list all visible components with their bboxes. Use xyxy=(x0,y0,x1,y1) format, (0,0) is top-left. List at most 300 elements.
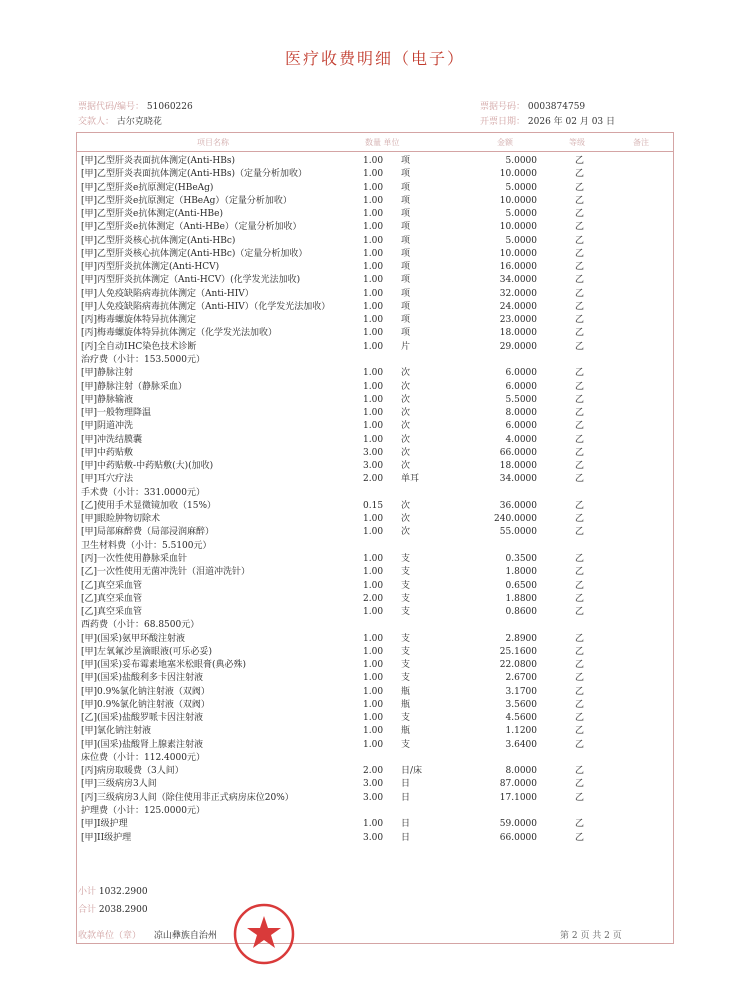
item-grade: 乙 xyxy=(575,660,585,671)
table-row xyxy=(77,699,673,712)
item-quantity: 1.00 xyxy=(363,527,384,538)
item-quantity: 0.15 xyxy=(363,500,384,511)
table-row xyxy=(77,301,673,314)
item-quantity: 1.00 xyxy=(363,633,384,644)
item-quantity: 1.00 xyxy=(363,660,384,671)
item-unit: 次 xyxy=(401,434,411,445)
item-unit: 支 xyxy=(401,646,411,657)
item-name: [甲]丙型肝炎抗体测定（Anti-HCV）(化学发光法加收) xyxy=(81,275,301,286)
table-row xyxy=(77,447,673,460)
item-name: [甲]眼睑肿物切除术 xyxy=(81,514,161,525)
bill-code-value: 51060226 xyxy=(146,102,193,112)
item-quantity: 1.00 xyxy=(363,195,384,206)
item-unit: 项 xyxy=(401,315,411,326)
item-unit: 片 xyxy=(401,341,411,352)
item-quantity: 1.00 xyxy=(363,169,384,180)
item-unit: 次 xyxy=(401,461,411,472)
item-unit: 瓶 xyxy=(401,686,411,697)
table-row xyxy=(77,261,673,274)
item-name: [甲]乙型肝炎表面抗体测定(Anti-HBs)（定量分析加收） xyxy=(81,169,307,180)
table-row xyxy=(77,195,673,208)
table-body xyxy=(77,155,673,845)
item-price: 3.6400 xyxy=(505,739,537,750)
table-row xyxy=(77,500,673,513)
item-name: [乙]真空采血管 xyxy=(81,607,143,618)
item-unit: 项 xyxy=(401,209,411,220)
item-grade: 乙 xyxy=(575,792,585,803)
bill-number xyxy=(480,99,585,112)
table-row xyxy=(77,155,673,168)
item-name: [甲](国采)盐酸利多卡因注射液 xyxy=(81,673,204,684)
item-unit: 项 xyxy=(401,235,411,246)
item-name: [甲]冲洗结膜囊 xyxy=(81,434,143,445)
table-row xyxy=(77,712,673,725)
item-unit: 次 xyxy=(401,381,411,392)
item-quantity: 3.00 xyxy=(363,461,384,472)
item-unit: 支 xyxy=(401,593,411,604)
item-grade: 乙 xyxy=(575,580,585,591)
item-name: [甲]乙型肝炎e抗原测定（HBeAg）（定量分析加收） xyxy=(81,195,292,206)
item-name: [甲]人免疫缺陷病毒抗体测定（Anti-HIV）（化学发光法加收） xyxy=(81,301,331,312)
item-unit: 次 xyxy=(401,514,411,525)
item-grade: 乙 xyxy=(575,646,585,657)
payer-value: 古尔克晓花 xyxy=(116,117,162,127)
item-price: 32.0000 xyxy=(499,288,537,299)
item-quantity: 1.00 xyxy=(363,368,384,379)
table-row xyxy=(77,553,673,566)
table-row xyxy=(77,778,673,791)
subtotal-line xyxy=(78,884,148,897)
subtotal-label: 小计 xyxy=(78,887,97,897)
col-note-header: 备注 xyxy=(633,138,649,147)
item-grade: 乙 xyxy=(575,222,585,233)
table-row xyxy=(77,580,673,593)
item-grade: 乙 xyxy=(575,779,585,790)
item-grade: 乙 xyxy=(575,209,585,220)
item-unit: 日 xyxy=(401,832,411,843)
payer xyxy=(78,114,162,127)
item-price: 10.0000 xyxy=(499,222,537,233)
item-unit: 支 xyxy=(401,673,411,684)
item-quantity: 1.00 xyxy=(363,646,384,657)
issue-date-label: 开票日期： xyxy=(480,117,526,127)
item-grade: 乙 xyxy=(575,275,585,286)
item-name: [甲]氯化钠注射液 xyxy=(81,726,152,737)
item-name: [甲]乙型肝炎e抗体测定（Anti-HBe）（定量分析加收） xyxy=(81,222,302,233)
col-grade-header: 等级 xyxy=(569,138,585,147)
item-name: [甲](国采)盐酸肾上腺素注射液 xyxy=(81,739,204,750)
item-price: 6.0000 xyxy=(505,421,537,432)
table-header xyxy=(77,133,673,152)
table-row xyxy=(77,513,673,526)
item-name: [乙]使用手术显微镜加收（15%） xyxy=(81,500,217,511)
item-price: 2.6700 xyxy=(505,673,537,684)
item-name: [甲]三级病房3人间 xyxy=(81,779,157,790)
item-unit: 单耳 xyxy=(401,474,420,485)
item-name: [甲]耳穴疗法 xyxy=(81,474,134,485)
item-price: 1.1200 xyxy=(505,726,537,737)
category-subtotal-text: 手术费（小计：331.0000元） xyxy=(81,487,205,498)
item-unit: 支 xyxy=(401,553,411,564)
item-unit: 支 xyxy=(401,567,411,578)
item-price: 5.5000 xyxy=(505,394,537,405)
item-grade: 乙 xyxy=(575,699,585,710)
item-quantity: 1.00 xyxy=(363,739,384,750)
payer-label: 交款人： xyxy=(78,117,115,127)
item-grade: 乙 xyxy=(575,567,585,578)
item-price: 17.1000 xyxy=(499,792,537,803)
item-name: [丙]全自动IHC染色技术诊断 xyxy=(81,341,197,352)
item-price: 4.5600 xyxy=(505,713,537,724)
item-unit: 项 xyxy=(401,288,411,299)
bill-number-value: 0003874759 xyxy=(527,102,586,112)
item-price: 3.1700 xyxy=(505,686,537,697)
item-price: 25.1600 xyxy=(499,646,537,657)
item-unit: 支 xyxy=(401,739,411,750)
hospital-seal-icon xyxy=(232,902,296,966)
col-price-header: 金额 xyxy=(497,138,513,147)
item-grade: 乙 xyxy=(575,315,585,326)
item-grade: 乙 xyxy=(575,607,585,618)
item-price: 0.6500 xyxy=(505,580,537,591)
item-name: [丙]梅毒螺旋体特异抗体测定 xyxy=(81,315,197,326)
item-price: 66.0000 xyxy=(499,447,537,458)
item-grade: 乙 xyxy=(575,381,585,392)
item-unit: 项 xyxy=(401,222,411,233)
table-row xyxy=(77,659,673,672)
bill-code-label: 票据代码/编号： xyxy=(78,102,145,112)
item-price: 87.0000 xyxy=(499,779,537,790)
item-quantity: 1.00 xyxy=(363,567,384,578)
table-row xyxy=(77,274,673,287)
item-grade: 乙 xyxy=(575,262,585,273)
table-row xyxy=(77,686,673,699)
item-quantity: 1.00 xyxy=(363,341,384,352)
item-grade: 乙 xyxy=(575,766,585,777)
item-grade: 乙 xyxy=(575,394,585,405)
item-name: [甲]静脉注射 xyxy=(81,368,134,379)
item-price: 6.0000 xyxy=(505,368,537,379)
item-quantity: 1.00 xyxy=(363,275,384,286)
item-price: 29.0000 xyxy=(499,341,537,352)
item-name: [甲]静脉注射（静脉采血） xyxy=(81,381,188,392)
item-grade: 乙 xyxy=(575,235,585,246)
table-row xyxy=(77,327,673,340)
table-row xyxy=(77,168,673,181)
col-qty-header: 数量 单位 xyxy=(365,138,400,147)
table-row xyxy=(77,182,673,195)
table-row xyxy=(77,235,673,248)
item-grade: 乙 xyxy=(575,301,585,312)
category-subtotal-row xyxy=(77,752,673,765)
item-quantity: 1.00 xyxy=(363,381,384,392)
category-subtotal-row xyxy=(77,487,673,500)
table-row xyxy=(77,460,673,473)
total-value: 2038.2900 xyxy=(98,905,148,915)
item-quantity: 1.00 xyxy=(363,553,384,564)
item-price: 36.0000 xyxy=(499,500,537,511)
total-line xyxy=(78,902,148,915)
item-price: 10.0000 xyxy=(499,169,537,180)
issue-date xyxy=(480,114,615,127)
bill-number-label: 票据号码： xyxy=(480,102,526,112)
item-quantity: 3.00 xyxy=(363,779,384,790)
item-unit: 项 xyxy=(401,182,411,193)
item-quantity: 1.00 xyxy=(363,209,384,220)
item-name: [丙]三级病房3人间（除住使用非正式病房床位20%） xyxy=(81,792,294,803)
item-name: [丙]一次性使用静脉采血针 xyxy=(81,553,188,564)
item-grade: 乙 xyxy=(575,514,585,525)
item-quantity: 2.00 xyxy=(363,593,384,604)
table-row xyxy=(77,314,673,327)
category-subtotal-row xyxy=(77,354,673,367)
item-name: [甲]一般物理降温 xyxy=(81,408,152,419)
item-grade: 乙 xyxy=(575,832,585,843)
item-price: 16.0000 xyxy=(499,262,537,273)
item-name: [甲]0.9%氯化钠注射液（双阀） xyxy=(81,699,210,710)
item-price: 8.0000 xyxy=(505,766,537,777)
item-name: [甲]丙型肝炎抗体测定(Anti-HCV) xyxy=(81,262,220,273)
item-grade: 乙 xyxy=(575,421,585,432)
item-price: 5.0000 xyxy=(505,156,537,166)
table-row xyxy=(77,367,673,380)
item-name: [丙]病房取暖费（3人间） xyxy=(81,766,184,777)
item-grade: 乙 xyxy=(575,726,585,737)
item-unit: 次 xyxy=(401,394,411,405)
item-quantity: 1.00 xyxy=(363,673,384,684)
table-row xyxy=(77,208,673,221)
table-row xyxy=(77,221,673,234)
item-grade: 乙 xyxy=(575,739,585,750)
item-unit: 日 xyxy=(401,819,411,830)
item-name: [甲](国采)氨甲环酸注射液 xyxy=(81,633,186,644)
item-quantity: 3.00 xyxy=(363,792,384,803)
table-row xyxy=(77,765,673,778)
item-unit: 日 xyxy=(401,792,411,803)
document-title: 医疗收费明细（电子） xyxy=(284,49,465,68)
item-unit: 次 xyxy=(401,447,411,458)
page-indicator: 第 2 页 共 2 页 xyxy=(560,931,622,941)
item-name: [甲]静脉输液 xyxy=(81,394,134,405)
table-row xyxy=(77,593,673,606)
item-quantity: 2.00 xyxy=(363,474,384,485)
subtotal-value: 1032.2900 xyxy=(98,887,148,897)
item-name: [甲]阴道冲洗 xyxy=(81,421,134,432)
item-unit: 日 xyxy=(401,779,411,790)
table-row xyxy=(77,566,673,579)
item-price: 23.0000 xyxy=(499,315,537,326)
table-row xyxy=(77,818,673,831)
item-name: [甲]乙型肝炎核心抗体测定(Anti-HBc) xyxy=(81,235,236,246)
item-price: 3.5600 xyxy=(505,699,537,710)
item-name: [甲]II级护理 xyxy=(81,832,132,843)
item-price: 4.0000 xyxy=(505,434,537,445)
table-row xyxy=(77,248,673,261)
item-grade: 乙 xyxy=(575,447,585,458)
table-row xyxy=(77,792,673,805)
total-label: 合计 xyxy=(78,905,97,915)
item-unit: 项 xyxy=(401,195,411,206)
table-row xyxy=(77,420,673,433)
item-price: 5.0000 xyxy=(505,235,537,246)
item-price: 240.0000 xyxy=(494,514,537,525)
table-row xyxy=(77,407,673,420)
item-quantity: 1.00 xyxy=(363,394,384,405)
item-grade: 乙 xyxy=(575,500,585,511)
item-unit: 次 xyxy=(401,368,411,379)
item-grade: 乙 xyxy=(575,713,585,724)
item-price: 34.0000 xyxy=(499,474,537,485)
item-price: 0.3500 xyxy=(505,553,537,564)
item-unit: 支 xyxy=(401,713,411,724)
item-unit: 项 xyxy=(401,328,411,339)
item-name: [甲]中药贴敷 xyxy=(81,447,134,458)
table-row xyxy=(77,394,673,407)
item-unit: 项 xyxy=(401,275,411,286)
item-quantity: 1.00 xyxy=(363,235,384,246)
item-price: 0.8600 xyxy=(505,607,537,618)
category-subtotal-row xyxy=(77,540,673,553)
item-price: 6.0000 xyxy=(505,381,537,392)
item-grade: 乙 xyxy=(575,633,585,644)
item-quantity: 1.00 xyxy=(363,222,384,233)
detail-table xyxy=(76,132,674,944)
item-unit: 次 xyxy=(401,421,411,432)
issue-date-value: 2026 年 02 月 03 日 xyxy=(527,117,616,127)
table-row xyxy=(77,739,673,752)
item-unit: 项 xyxy=(401,248,411,259)
table-row xyxy=(77,473,673,486)
item-unit: 支 xyxy=(401,633,411,644)
col-name-header: 项目名称 xyxy=(197,138,229,147)
item-quantity: 1.00 xyxy=(363,288,384,299)
item-quantity: 1.00 xyxy=(363,686,384,697)
item-price: 5.0000 xyxy=(505,182,537,193)
category-subtotal-text: 卫生材料费（小计：5.5100元） xyxy=(81,540,212,551)
table-row xyxy=(77,434,673,447)
item-grade: 乙 xyxy=(575,434,585,445)
table-row xyxy=(77,725,673,738)
item-name: [甲]乙型肝炎e抗体测定(Anti-HBe) xyxy=(81,209,223,220)
item-quantity: 1.00 xyxy=(363,699,384,710)
item-price: 22.0800 xyxy=(499,660,537,671)
item-quantity: 1.00 xyxy=(363,315,384,326)
item-quantity: 1.00 xyxy=(363,248,384,259)
payee-label: 收款单位（章） xyxy=(78,931,142,941)
item-price: 10.0000 xyxy=(499,248,537,259)
table-row xyxy=(77,832,673,845)
item-price: 18.0000 xyxy=(499,328,537,339)
item-name: [甲]I级护理 xyxy=(81,819,128,830)
item-name: [甲]左氧氟沙星滴眼液(可乐必妥) xyxy=(81,646,213,657)
item-grade: 乙 xyxy=(575,288,585,299)
table-row xyxy=(77,341,673,354)
item-quantity: 1.00 xyxy=(363,580,384,591)
item-quantity: 1.00 xyxy=(363,713,384,724)
item-price: 2.8900 xyxy=(505,633,537,644)
item-unit: 瓶 xyxy=(401,699,411,710)
item-price: 8.0000 xyxy=(505,408,537,419)
table-row xyxy=(77,672,673,685)
item-unit: 项 xyxy=(401,169,411,180)
table-row xyxy=(77,646,673,659)
item-quantity: 1.00 xyxy=(363,328,384,339)
item-unit: 日/床 xyxy=(401,766,423,777)
table-row xyxy=(77,526,673,539)
item-unit: 项 xyxy=(401,156,411,166)
item-unit: 次 xyxy=(401,408,411,419)
item-grade: 乙 xyxy=(575,686,585,697)
item-price: 18.0000 xyxy=(499,461,537,472)
item-quantity: 1.00 xyxy=(363,262,384,273)
item-grade: 乙 xyxy=(575,527,585,538)
category-subtotal-text: 西药费（小计：68.8500元） xyxy=(81,620,200,631)
item-name: [甲]局部麻醉费（局部浸润麻醉） xyxy=(81,527,215,538)
category-subtotal-row xyxy=(77,805,673,818)
item-name: [乙]真空采血管 xyxy=(81,580,143,591)
item-price: 1.8800 xyxy=(505,593,537,604)
item-name: [甲]0.9%氯化钠注射液（双阀） xyxy=(81,686,210,697)
item-price: 24.0000 xyxy=(499,301,537,312)
category-subtotal-text: 护理费（小计：125.0000元） xyxy=(81,806,205,817)
item-price: 55.0000 xyxy=(499,527,537,538)
item-grade: 乙 xyxy=(575,461,585,472)
item-unit: 次 xyxy=(401,527,411,538)
item-name: [甲]乙型肝炎核心抗体测定(Anti-HBc)（定量分析加收） xyxy=(81,248,308,259)
item-quantity: 1.00 xyxy=(363,819,384,830)
item-name: [乙]一次性使用无菌冲洗针（泪道冲洗针） xyxy=(81,567,251,578)
category-subtotal-text: 治疗费（小计：153.5000元） xyxy=(81,354,205,365)
table-row xyxy=(77,288,673,301)
item-quantity: 3.00 xyxy=(363,447,384,458)
payee-unit: 凉山彝族自治州 xyxy=(153,931,217,941)
item-price: 66.0000 xyxy=(499,832,537,843)
item-grade: 乙 xyxy=(575,195,585,206)
item-quantity: 1.00 xyxy=(363,156,384,166)
item-quantity: 2.00 xyxy=(363,766,384,777)
item-price: 34.0000 xyxy=(499,275,537,286)
category-subtotal-text: 床位费（小计：112.4000元） xyxy=(81,752,205,763)
table-row xyxy=(77,606,673,619)
item-price: 1.8000 xyxy=(505,567,537,578)
item-price: 59.0000 xyxy=(499,819,537,830)
item-grade: 乙 xyxy=(575,156,585,166)
item-quantity: 1.00 xyxy=(363,301,384,312)
item-unit: 次 xyxy=(401,500,411,511)
item-grade: 乙 xyxy=(575,368,585,379)
item-name: [甲]中药贴敷-中药贴敷(大)(加收) xyxy=(81,461,214,472)
item-name: [甲](国采)妥布霉素地塞米松眼膏(典必殊) xyxy=(81,660,247,671)
item-price: 10.0000 xyxy=(499,195,537,206)
item-quantity: 1.00 xyxy=(363,434,384,445)
item-quantity: 1.00 xyxy=(363,182,384,193)
item-name: [乙]真空采血管 xyxy=(81,593,143,604)
item-grade: 乙 xyxy=(575,673,585,684)
item-unit: 支 xyxy=(401,580,411,591)
item-quantity: 1.00 xyxy=(363,726,384,737)
item-grade: 乙 xyxy=(575,182,585,193)
item-grade: 乙 xyxy=(575,819,585,830)
table-row xyxy=(77,381,673,394)
item-name: [甲]人免疫缺陷病毒抗体测定（Anti-HIV） xyxy=(81,288,254,299)
item-quantity: 1.00 xyxy=(363,408,384,419)
item-unit: 项 xyxy=(401,262,411,273)
item-grade: 乙 xyxy=(575,248,585,259)
item-name: [乙](国采)盐酸罗哌卡因注射液 xyxy=(81,713,204,724)
item-grade: 乙 xyxy=(575,328,585,339)
item-unit: 支 xyxy=(401,607,411,618)
item-quantity: 1.00 xyxy=(363,607,384,618)
